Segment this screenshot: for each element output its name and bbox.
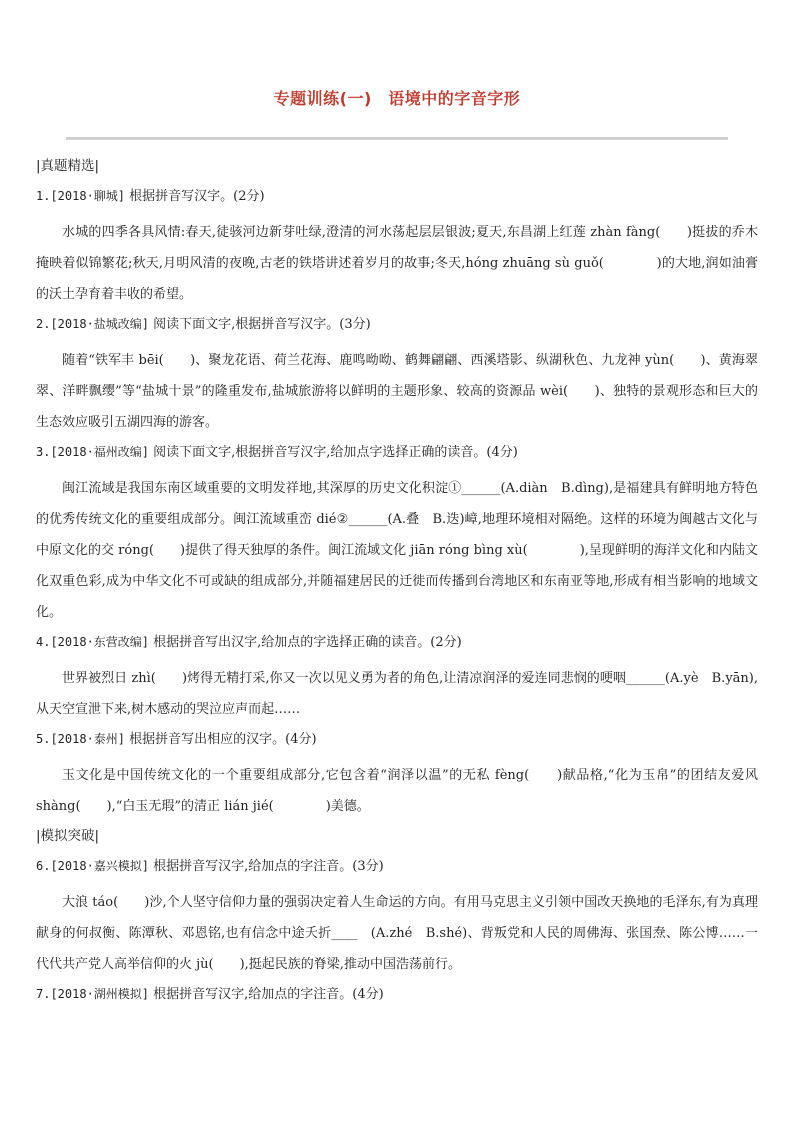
question-heading: [36, 442, 758, 463]
question-number: 7.: [36, 987, 51, 1001]
question-heading: [36, 984, 758, 1005]
question-number: 4.: [36, 635, 51, 649]
title-divider: [66, 137, 728, 140]
question-heading: [36, 632, 758, 653]
question-passage: 世界被烈日 zhì( )烤得无精打采,你又一次以见义勇为者的角色,让清凉润泽的爱连同悲悯的哽咽______(A.yè B.yān),从天空宣泄下来,树木感动的哭泣应声而起……: [36, 671, 758, 717]
question-number: 6.: [36, 859, 51, 873]
question-source: [2018·泰州]: [50, 732, 126, 746]
question-prompt: 阅读下面文字,根据拼音写汉字,给加点字选择正确的读音。(4分): [149, 445, 518, 460]
question-prompt: 根据拼音写出汉字,给加点的字选择正确的读音。(2分): [149, 635, 462, 650]
question-passage: 闽江流域是我国东南区域重要的文明发祥地,其深厚的历史文化积淀①______(A.diàn B.dìng),是福建具有鲜明地方特色的优秀传统文化的重要组成部分。闽江流域重峦 dié②______(A.叠 B.迭)嶂,地理环境相对隔绝。这样的环境为闽越古文化与中原文化的交 róng( )提供了得天独厚的条件。闽江流域文化 jiān róng bìng xù( ),呈现鲜明的海洋文化和内陆文化双重色彩,成为中华文化不可或缺的组成部分,并随福建居民的迁徙而传播到台湾地区和东南亚等地,形成有相当影响的地域文化。: [36, 481, 758, 620]
question-heading: [36, 314, 758, 335]
question-number: 5.: [36, 732, 51, 746]
exercise-content: [36, 156, 758, 1015]
question-number: 3.: [36, 445, 51, 459]
question-source: [2018·盐城改编]: [50, 317, 150, 331]
section-header: |模拟突破|: [36, 828, 100, 844]
question-source: [2018·聊城]: [50, 189, 126, 203]
question-heading: [36, 856, 758, 877]
question-number: 1.: [36, 189, 51, 203]
question-heading: [36, 186, 758, 207]
question-passage: 水城的四季各具风情:春天,徒骇河边新芽吐绿,澄清的河水荡起层层银波;夏天,东昌湖上红莲 zhàn fàng( )挺拔的乔木掩映着似锦繁花;秋天,月明风清的夜晚,古老的铁塔讲述着岁月的故事;冬天,hóng zhuāng sù guǒ( )的大地,润如油膏的沃土孕育着丰收的希望。: [36, 225, 758, 302]
question-prompt: 根据拼音写出相应的汉字。(4分): [125, 732, 317, 747]
question-source: [2018·福州改编]: [50, 445, 150, 459]
question-passage: 大浪 táo( )沙,个人坚守信仰力量的强弱决定着人生命运的方向。有用马克思主义引领中国改天换地的毛泽东,有为真理献身的何叔衡、陈潭秋、邓恩铭,也有信念中途夭折____ (A.zhé B.shé)、背叛党和人民的周佛海、张国焘、陈公博……一代代共产党人高举信仰的火 jù( ),挺起民族的脊梁,推动中国浩荡前行。: [36, 895, 758, 972]
question-heading: [36, 729, 758, 750]
question-source: [2018·嘉兴模拟]: [50, 859, 150, 873]
question-source: [2018·东营改编]: [50, 635, 150, 649]
question-passage: 随着“铁军丰 bēi( )、聚龙花语、荷兰花海、鹿鸣呦呦、鹤舞翩翩、西溪塔影、纵湖秋色、九龙神 yùn( )、黄海翠翠、洋畔飘缨”等“盐城十景”的隆重发布,盐城旅游将以鲜明的主题形象、较高的资源品 wèi( )、独特的景观形态和巨大的生态效应吸引五湖四海的游客。: [36, 353, 758, 430]
question-number: 2.: [36, 317, 51, 331]
section-header: |真题精选|: [36, 158, 100, 174]
question-prompt: 根据拼音写汉字。(2分): [125, 189, 265, 204]
page-title: 专题训练(一) 语境中的字音字形: [273, 89, 521, 108]
question-prompt: 阅读下面文字,根据拼音写汉字。(3分): [149, 317, 371, 332]
question-source: [2018·湖州模拟]: [50, 987, 150, 1001]
question-prompt: 根据拼音写汉字,给加点的字注音。(3分): [149, 859, 384, 874]
question-passage: 玉文化是中国传统文化的一个重要组成部分,它包含着“润泽以温”的无私 fèng( )献品格,“化为玉帛”的团结友爱风 shàng( ),“白玉无瑕”的清正 lián jié( )美德。: [36, 768, 758, 814]
question-prompt: 根据拼音写汉字,给加点的字注音。(4分): [149, 987, 384, 1002]
